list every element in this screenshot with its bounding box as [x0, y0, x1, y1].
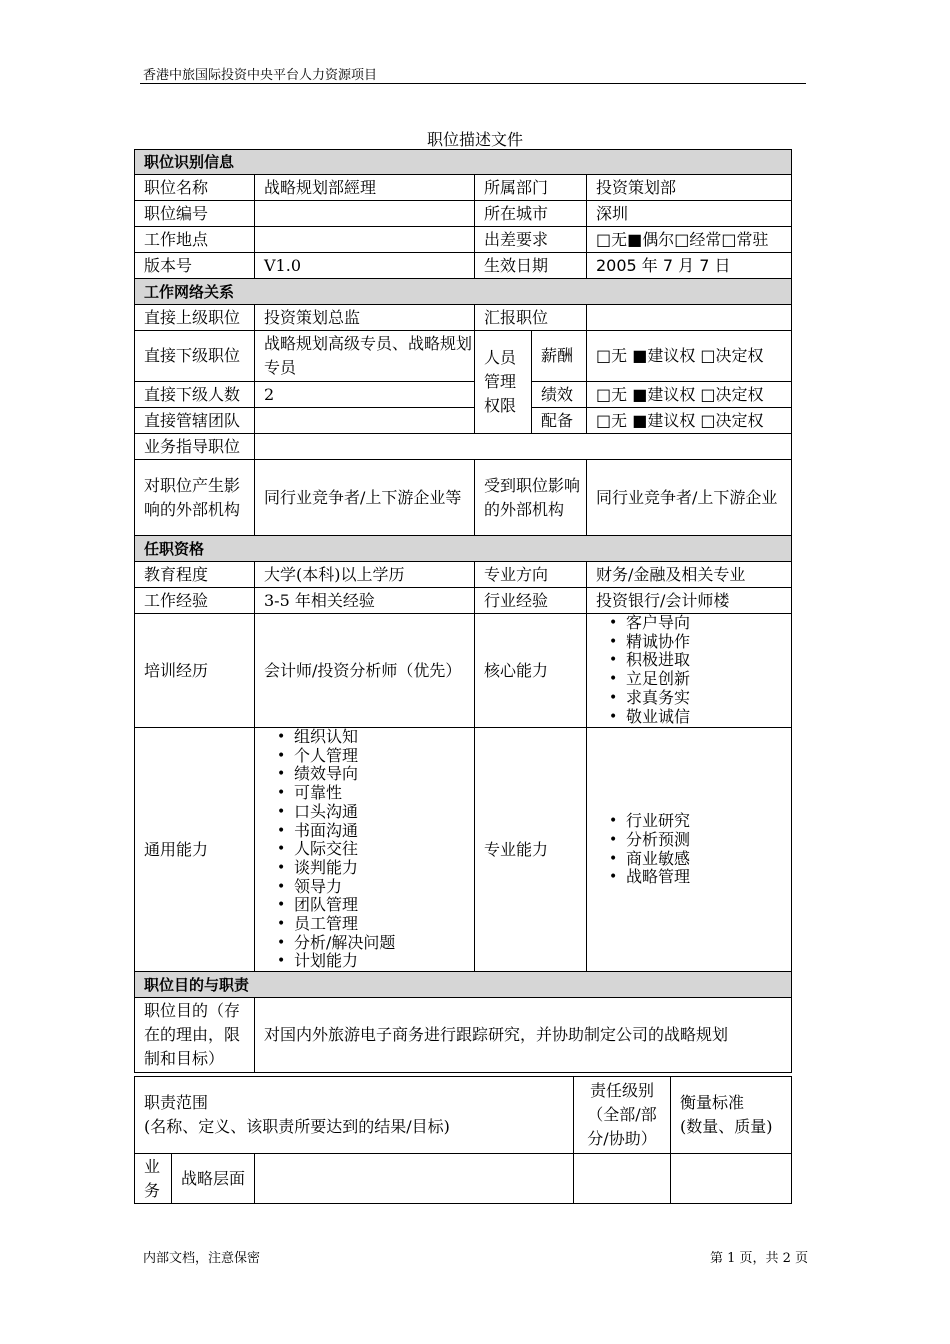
goal-value: 对国内外旅游电子商务进行跟踪研究，并协助制定公司的战略规划 [255, 998, 792, 1073]
footer-page-number: 第 1 页，共 2 页 [710, 1251, 809, 1266]
guidance-label: 业务指导职位 [135, 434, 255, 460]
measure-desc: (数量、质量) [680, 1117, 773, 1136]
scope-title: 职责范围 [144, 1093, 209, 1112]
external-influence-label: 对职位产生影响的外部机构 [135, 460, 255, 536]
subordinate-value: 战略规划高级专员、战略规划专员 [255, 331, 475, 382]
strategy-scope-value [255, 1154, 574, 1204]
section-qualification: 任职资格 [135, 536, 792, 562]
general-ability-item: • 计划能力 [294, 952, 474, 971]
core-ability-label: 核心能力 [475, 614, 587, 728]
version-label: 版本号 [135, 253, 255, 279]
job-description-table [134, 149, 792, 1073]
team-label: 直接管辖团队 [135, 408, 255, 434]
scope-header [135, 1077, 574, 1154]
core-ability-list [596, 614, 791, 726]
general-ability-item: • 员工管理 [294, 915, 474, 934]
industry-value: 投资银行/会计师楼 [587, 588, 792, 614]
general-ability-list [264, 728, 474, 971]
measure-header [671, 1077, 792, 1154]
general-ability-item: • 口头沟通 [294, 803, 474, 822]
strategy-measure-value [671, 1154, 792, 1204]
travel-label: 出差要求 [475, 227, 587, 253]
team-value [255, 408, 475, 434]
general-ability-item: • 绩效导向 [294, 765, 474, 784]
department-label: 所属部门 [475, 175, 587, 201]
pro-ability-item: • 商业敏感 [626, 850, 791, 869]
report-position-value [587, 305, 792, 331]
core-ability-item: • 客户导向 [626, 614, 791, 633]
salary-value: □无 ■建议权 □决定权 [587, 331, 792, 382]
department-value: 投资策划部 [587, 175, 792, 201]
general-ability-item: • 团队管理 [294, 896, 474, 915]
performance-label: 绩效 [532, 382, 587, 408]
position-code-value [255, 201, 475, 227]
pro-ability-item: • 行业研究 [626, 812, 791, 831]
business-label: 业务 [135, 1154, 172, 1204]
position-name-label: 职位名称 [135, 175, 255, 201]
measure-title: 衡量标准 [680, 1093, 745, 1112]
strategy-label: 战略层面 [172, 1154, 255, 1204]
experience-value: 3-5 年相关经验 [255, 588, 475, 614]
goal-label: 职位目的（存在的理由，限制和目标） [135, 998, 255, 1073]
staffing-value: □无 ■建议权 □决定权 [587, 408, 792, 434]
responsibility-table [134, 1076, 792, 1204]
level-label: 责任级别（全部/部分/协助） [574, 1077, 671, 1154]
subordinate-count-label: 直接下级人数 [135, 382, 255, 408]
travel-value: □无■偶尔□经常□常驻 [587, 227, 792, 253]
pro-ability-list [596, 812, 791, 887]
general-ability-item: • 分析/解决问题 [294, 934, 474, 953]
salary-label: 薪酬 [532, 331, 587, 382]
general-ability-cell [255, 728, 475, 972]
section-network: 工作网络关系 [135, 279, 792, 305]
report-position-label: 汇报职位 [475, 305, 587, 331]
position-name-value: 战略规划部經理 [255, 175, 475, 201]
training-value: 会计师/投资分析师（优先） [255, 614, 475, 728]
staffing-label: 配备 [532, 408, 587, 434]
general-ability-item: • 个人管理 [294, 747, 474, 766]
core-ability-cell [587, 614, 792, 728]
effective-date-label: 生效日期 [475, 253, 587, 279]
work-place-label: 工作地点 [135, 227, 255, 253]
external-influence-value: 同行业竞争者/上下游企业等 [255, 460, 475, 536]
education-label: 教育程度 [135, 562, 255, 588]
general-ability-item: • 书面沟通 [294, 822, 474, 841]
pro-ability-item: • 战略管理 [626, 868, 791, 887]
strategy-level-value [574, 1154, 671, 1204]
core-ability-item: • 求真务实 [626, 689, 791, 708]
core-ability-item: • 积极进取 [626, 651, 791, 670]
performance-value: □无 ■建议权 □决定权 [587, 382, 792, 408]
major-label: 专业方向 [475, 562, 587, 588]
superior-label: 直接上级职位 [135, 305, 255, 331]
experience-label: 工作经验 [135, 588, 255, 614]
city-label: 所在城市 [475, 201, 587, 227]
document-title: 职位描述文件 [426, 130, 523, 149]
pro-ability-item: • 分析预测 [626, 831, 791, 850]
position-code-label: 职位编号 [135, 201, 255, 227]
core-ability-item: • 精诚协作 [626, 633, 791, 652]
guidance-value [255, 434, 792, 460]
section-identity: 职位识别信息 [135, 150, 792, 175]
training-label: 培训经历 [135, 614, 255, 728]
city-value: 深圳 [587, 201, 792, 227]
superior-value: 投资策划总监 [255, 305, 475, 331]
pro-ability-label: 专业能力 [475, 728, 587, 972]
header-divider [140, 83, 806, 84]
footer-confidential: 内部文档，注意保密 [143, 1251, 261, 1266]
external-affected-label: 受到职位影响的外部机构 [475, 460, 587, 536]
education-value: 大学(本科)以上学历 [255, 562, 475, 588]
general-ability-label: 通用能力 [135, 728, 255, 972]
industry-label: 行业经验 [475, 588, 587, 614]
external-affected-value: 同行业竞争者/上下游企业 [587, 460, 792, 536]
subordinate-label: 直接下级职位 [135, 331, 255, 382]
authority-label: 人员管理权限 [475, 331, 532, 434]
header-text: 香港中旅国际投资中央平台人力资源项目 [143, 68, 378, 83]
major-value: 财务/金融及相关专业 [587, 562, 792, 588]
general-ability-item: • 组织认知 [294, 728, 474, 747]
subordinate-count-value: 2 [255, 382, 475, 408]
work-place-value [255, 227, 475, 253]
general-ability-item: • 人际交往 [294, 840, 474, 859]
general-ability-item: • 可靠性 [294, 784, 474, 803]
version-value: V1.0 [255, 253, 475, 279]
core-ability-item: • 立足创新 [626, 670, 791, 689]
core-ability-item: • 敬业诚信 [626, 708, 791, 727]
general-ability-item: • 领导力 [294, 878, 474, 897]
effective-date-value: 2005 年 7 月 7 日 [587, 253, 792, 279]
general-ability-item: • 谈判能力 [294, 859, 474, 878]
section-purpose: 职位目的与职责 [135, 972, 792, 998]
pro-ability-cell [587, 728, 792, 972]
scope-desc: (名称、定义、该职责所要达到的结果/目标) [144, 1117, 450, 1136]
